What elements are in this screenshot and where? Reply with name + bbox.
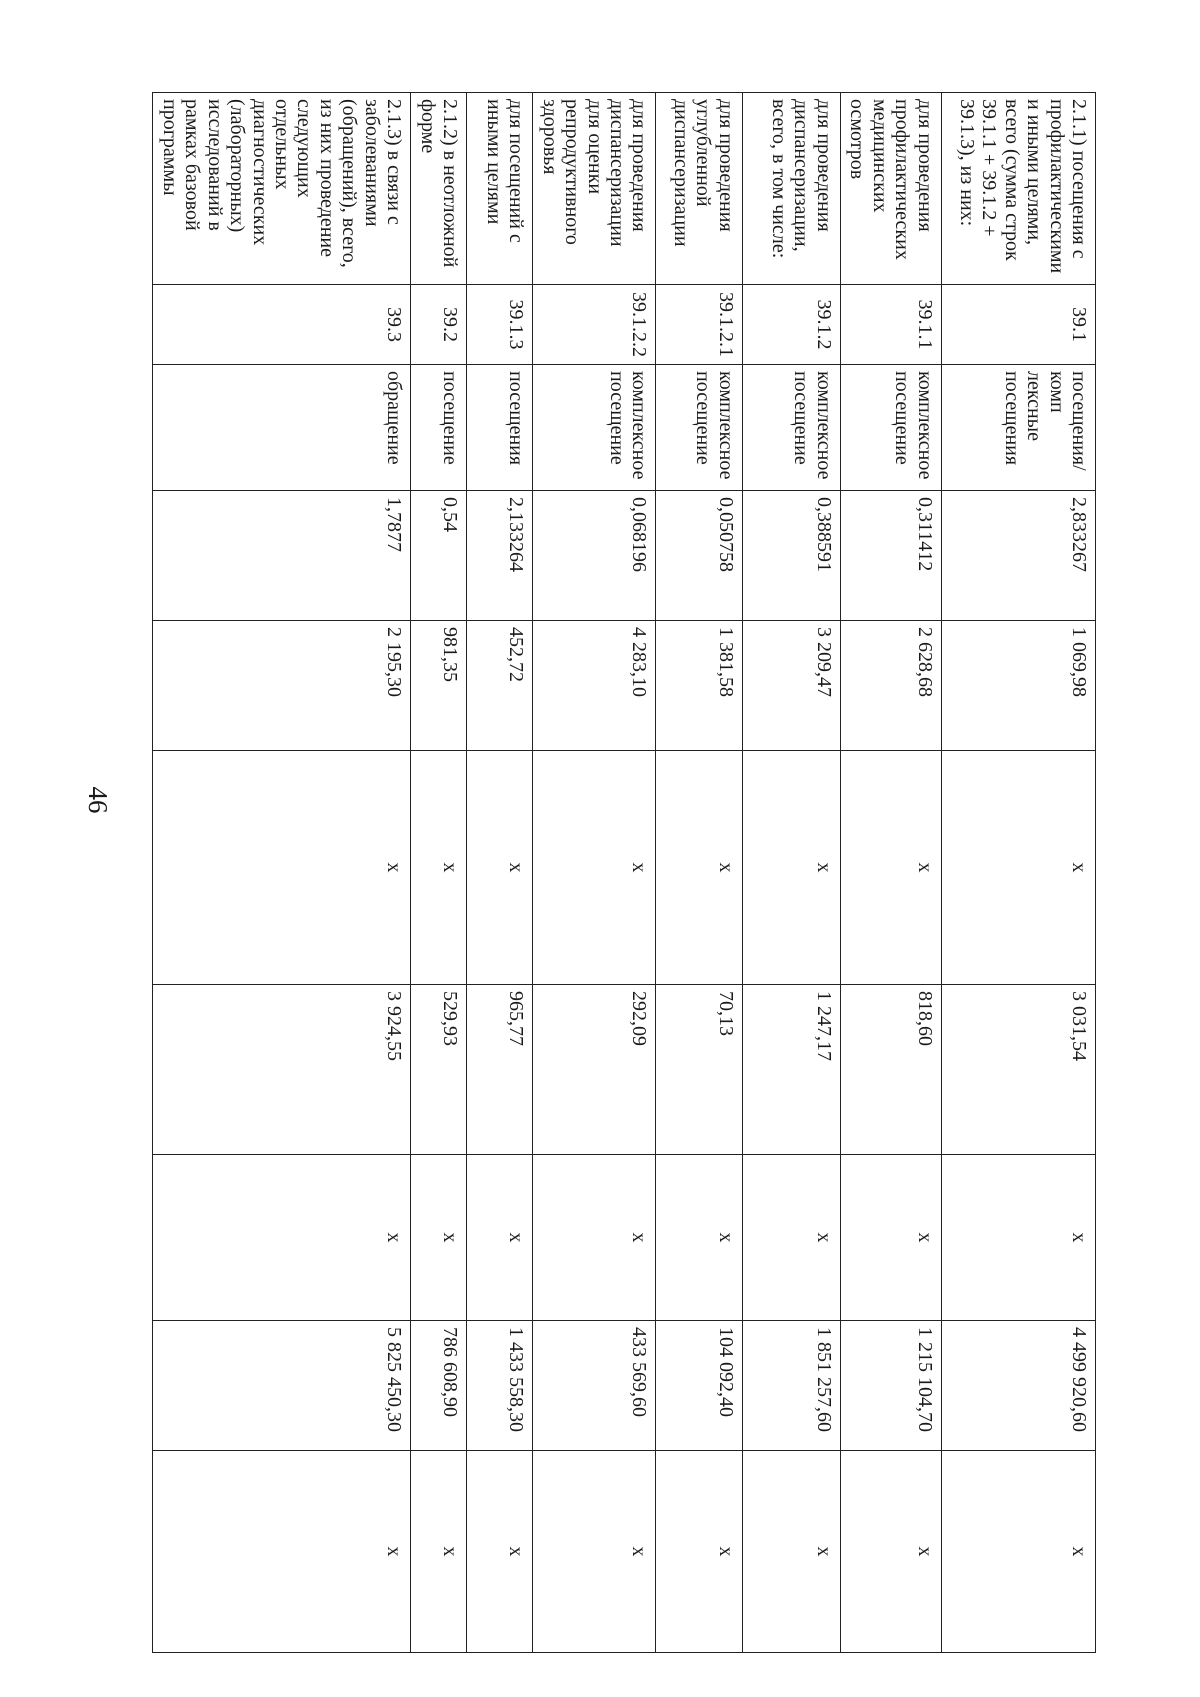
mark-cell: x	[410, 1155, 466, 1321]
row-name: для проведения углубленной диспансеризации	[656, 93, 742, 285]
cost-cell: 3 209,47	[742, 621, 840, 751]
cost-cell: 1 381,58	[656, 621, 742, 751]
mark-cell: x	[410, 1451, 466, 1653]
unit-cell: посещение	[410, 365, 466, 491]
total-cell: 433 569,60	[533, 1321, 656, 1451]
row-name: 2.1.2) в неотложной форме	[410, 93, 466, 285]
row-name: для посещений с иными целями	[466, 93, 532, 285]
mark-cell: x	[533, 751, 656, 985]
mark-cell: x	[656, 1451, 742, 1653]
norm-cell: 1,7877	[153, 491, 411, 621]
mark-cell: x	[410, 751, 466, 985]
mark-cell: x	[656, 1155, 742, 1321]
value-cell: 965,77	[466, 985, 532, 1155]
row-number: 39.1.3	[466, 285, 532, 365]
mark-cell: x	[742, 751, 840, 985]
unit-cell: обращение	[153, 365, 411, 491]
total-cell: 4 499 920,60	[941, 1321, 1095, 1451]
total-cell: 1 215 104,70	[840, 1321, 941, 1451]
norm-cell: 0,54	[410, 491, 466, 621]
mark-cell: x	[656, 751, 742, 985]
unit-cell: комплексное посещение	[840, 365, 941, 491]
table-row	[533, 93, 656, 1653]
total-cell: 1 851 257,60	[742, 1321, 840, 1451]
norm-cell: 0,388591	[742, 491, 840, 621]
mark-cell: x	[742, 1451, 840, 1653]
mark-cell: x	[941, 751, 1095, 985]
cost-cell: 4 283,10	[533, 621, 656, 751]
row-name: 2.1.1) посещения с профилактическими и иными целями, всего (сумма строк 39.1.1 + 39.1.2 + 39.1.3), из них:	[941, 93, 1095, 285]
unit-cell: посещения	[466, 365, 532, 491]
mark-cell: x	[840, 1155, 941, 1321]
page-number: 46	[83, 786, 114, 814]
value-cell: 818,60	[840, 985, 941, 1155]
table-row	[840, 93, 941, 1653]
financing-table	[152, 92, 1096, 1653]
value-cell: 292,09	[533, 985, 656, 1155]
row-number: 39.1.1	[840, 285, 941, 365]
table-row	[410, 93, 466, 1653]
unit-cell: комплексное посещение	[656, 365, 742, 491]
value-cell: 529,93	[410, 985, 466, 1155]
table-row	[656, 93, 742, 1653]
cost-cell: 452,72	[466, 621, 532, 751]
mark-cell: x	[533, 1155, 656, 1321]
value-cell: 1 247,17	[742, 985, 840, 1155]
mark-cell: x	[742, 1155, 840, 1321]
table-row	[153, 93, 411, 1653]
row-number: 39.3	[153, 285, 411, 365]
cost-cell: 2 628,68	[840, 621, 941, 751]
row-number: 39.1.2	[742, 285, 840, 365]
norm-cell: 0,311412	[840, 491, 941, 621]
mark-cell: x	[466, 1451, 532, 1653]
unit-cell: посещения/комп лексные посещения	[941, 365, 1095, 491]
norm-cell: 2,133264	[466, 491, 532, 621]
mark-cell: x	[466, 751, 532, 985]
unit-cell: комплексное посещение	[533, 365, 656, 491]
mark-cell: x	[153, 1155, 411, 1321]
table-row	[466, 93, 532, 1653]
table-row	[941, 93, 1095, 1653]
cost-cell: 1 069,98	[941, 621, 1095, 751]
mark-cell: x	[941, 1451, 1095, 1653]
table-row	[742, 93, 840, 1653]
mark-cell: x	[153, 1451, 411, 1653]
row-number: 39.2	[410, 285, 466, 365]
unit-cell: комплексное посещение	[742, 365, 840, 491]
total-cell: 104 092,40	[656, 1321, 742, 1451]
value-cell: 70,13	[656, 985, 742, 1155]
value-cell: 3 924,55	[153, 985, 411, 1155]
cost-cell: 981,35	[410, 621, 466, 751]
row-name: для проведения диспансеризации для оценки репродуктивного здоровья	[533, 93, 656, 285]
rotated-table-container	[152, 92, 1096, 1652]
total-cell: 5 825 450,30	[153, 1321, 411, 1451]
mark-cell: x	[153, 751, 411, 985]
mark-cell: x	[466, 1155, 532, 1321]
row-name: для проведения диспансеризации, всего, в том числе:	[742, 93, 840, 285]
row-name: 2.1.3) в связи с заболеваниями (обращений), всего, из них проведение следующих отдельных диагностических (лабораторных) исследований в рамках базовой программы	[153, 93, 411, 285]
mark-cell: x	[533, 1451, 656, 1653]
mark-cell: x	[840, 1451, 941, 1653]
norm-cell: 2,833267	[941, 491, 1095, 621]
total-cell: 1 433 558,30	[466, 1321, 532, 1451]
row-number: 39.1.2.2	[533, 285, 656, 365]
mark-cell: x	[941, 1155, 1095, 1321]
mark-cell: x	[840, 751, 941, 985]
norm-cell: 0,050758	[656, 491, 742, 621]
row-name: для проведения профилактических медицинских осмотров	[840, 93, 941, 285]
total-cell: 786 608,90	[410, 1321, 466, 1451]
row-number: 39.1	[941, 285, 1095, 365]
cost-cell: 2 195,30	[153, 621, 411, 751]
row-number: 39.1.2.1	[656, 285, 742, 365]
value-cell: 3 031,54	[941, 985, 1095, 1155]
norm-cell: 0,068196	[533, 491, 656, 621]
